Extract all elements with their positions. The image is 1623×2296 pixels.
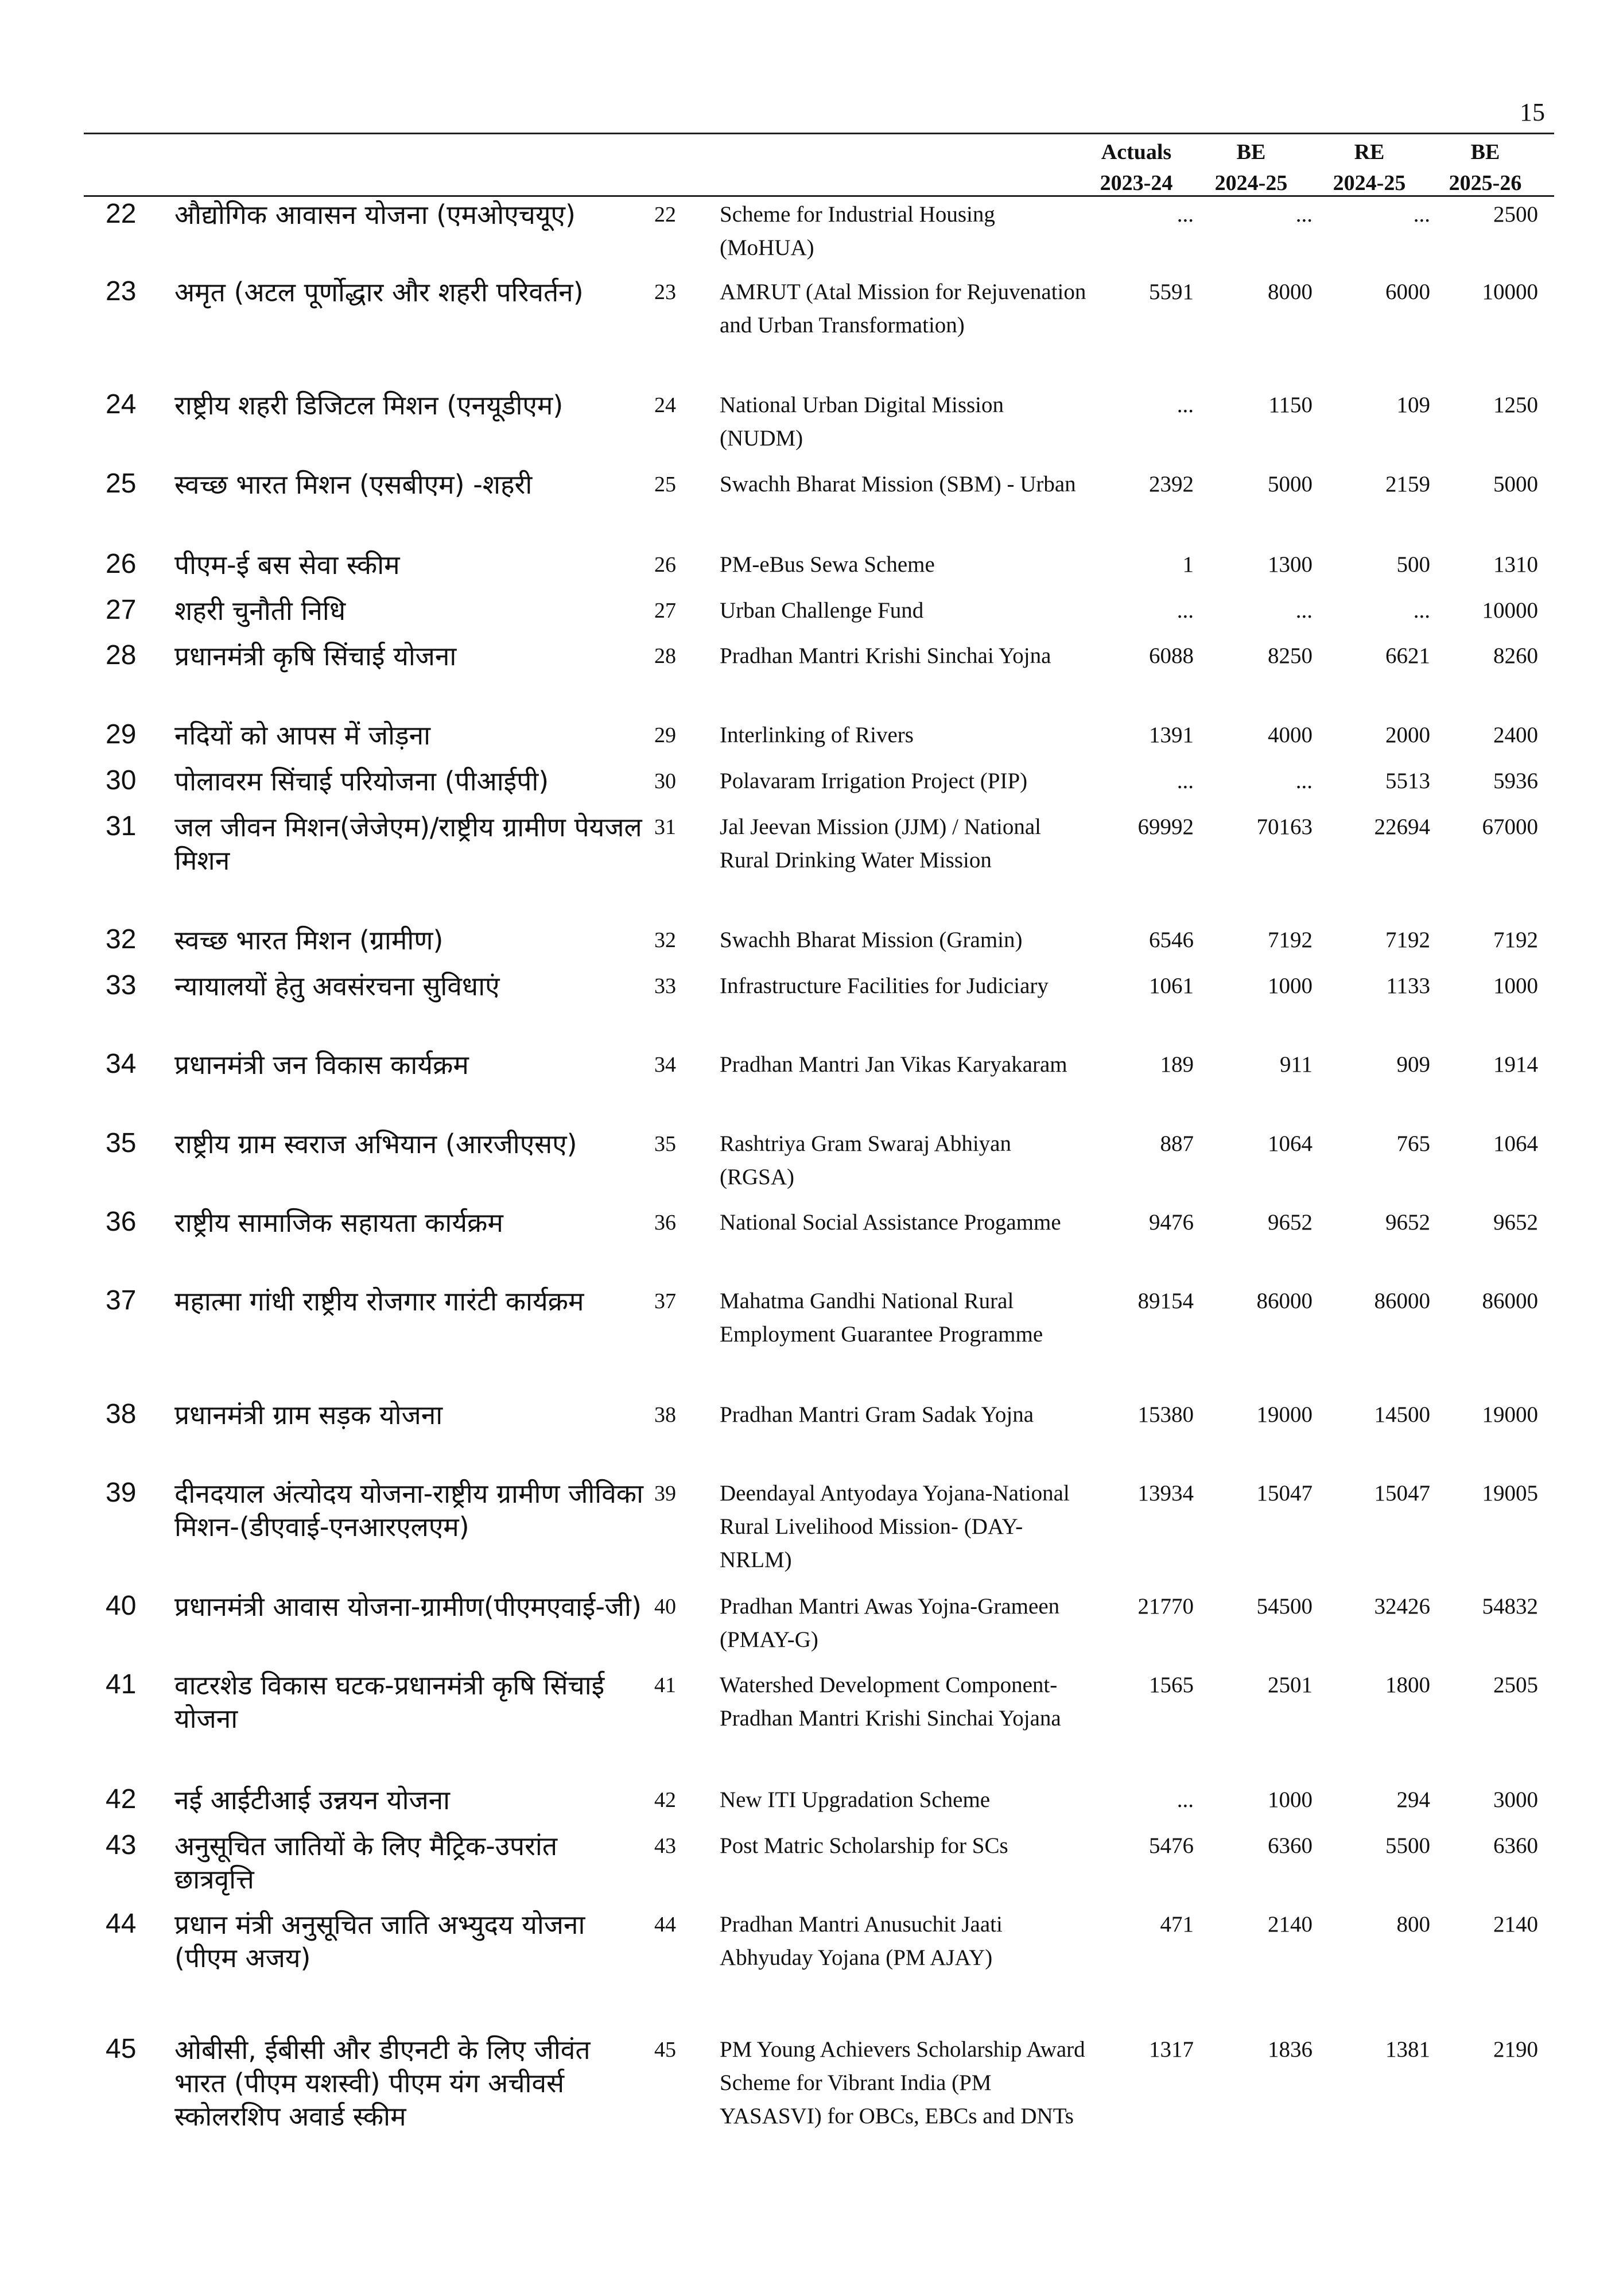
be-2024-25-value: 4000 <box>1268 723 1313 747</box>
row-serial-number-english: 34 <box>654 1053 676 1077</box>
be-2025-26-value: 9652 <box>1493 1210 1538 1235</box>
row-serial-number: 32 <box>106 924 137 955</box>
scheme-name-english: Deendayal Antyodaya Yojana-National Rural Livelihood Mission- (DAY-NRLM) <box>720 1481 1070 1572</box>
scheme-name-hindi: स्वच्छ भारत मिशन (ग्रामीण) <box>174 925 444 956</box>
row-serial-number: 22 <box>106 199 137 229</box>
be-2024-25-value: 54500 <box>1256 1594 1313 1619</box>
re-2024-25-value: 500 <box>1396 552 1430 577</box>
row-serial-number-english: 41 <box>654 1673 676 1697</box>
be-2025-26-value: 86000 <box>1482 1289 1538 1313</box>
be-2024-25-value: 8250 <box>1268 643 1313 668</box>
be-2024-25-value: 5000 <box>1268 472 1313 497</box>
header-top-rule <box>84 133 1554 134</box>
scheme-name-english: Scheme for Industrial Housing (MoHUA) <box>720 202 995 260</box>
column-header-line: 2024-25 <box>1214 171 1288 195</box>
table-header <box>84 137 1554 194</box>
row-serial-number-english: 27 <box>654 599 676 623</box>
actuals-2023-24-value: 13934 <box>1137 1481 1194 1506</box>
be-2025-26-value: 1250 <box>1493 393 1538 417</box>
column-header-be-2025-26 <box>1428 137 1543 199</box>
re-2024-25-value: 765 <box>1396 1131 1430 1156</box>
actuals-2023-24-value: 21770 <box>1137 1594 1194 1619</box>
row-serial-number: 39 <box>106 1477 137 1508</box>
re-2024-25-value: ... <box>1413 598 1430 623</box>
scheme-name-english: Jal Jeevan Mission (JJM) / National Rural Drinking Water Mission <box>720 815 1042 872</box>
column-header-line: BE <box>1470 140 1500 164</box>
scheme-name-english: Polavaram Irrigation Project (PIP) <box>720 769 1028 793</box>
row-serial-number-english: 24 <box>654 393 676 417</box>
be-2025-26-value: 5000 <box>1493 472 1538 497</box>
row-serial-number: 36 <box>106 1207 137 1237</box>
re-2024-25-value: 9652 <box>1385 1210 1430 1235</box>
row-serial-number: 27 <box>106 595 137 625</box>
be-2024-25-value: ... <box>1295 769 1313 793</box>
scheme-name-hindi: न्यायालयों हेतु अवसंरचना सुविधाएं <box>174 971 500 1002</box>
row-serial-number: 38 <box>106 1399 137 1429</box>
scheme-name-hindi: शहरी चुनौती निधि <box>174 595 346 626</box>
be-2024-25-value: 1836 <box>1268 2037 1313 2062</box>
be-2024-25-value: 1064 <box>1268 1131 1313 1156</box>
re-2024-25-value: 5513 <box>1385 769 1430 793</box>
row-serial-number-english: 45 <box>654 2038 676 2062</box>
actuals-2023-24-value: 2392 <box>1149 472 1194 497</box>
be-2024-25-value: 15047 <box>1256 1481 1313 1506</box>
re-2024-25-value: 1133 <box>1386 974 1430 998</box>
actuals-2023-24-value: 5591 <box>1149 280 1194 304</box>
be-2025-26-value: 19000 <box>1482 1402 1538 1427</box>
scheme-name-english: National Social Assistance Progamme <box>720 1210 1061 1235</box>
scheme-name-english: Post Matric Scholarship for SCs <box>720 1833 1008 1858</box>
re-2024-25-value: 32426 <box>1374 1594 1430 1619</box>
row-serial-number-english: 31 <box>654 815 676 839</box>
row-serial-number: 29 <box>106 719 137 750</box>
be-2025-26-value: 1064 <box>1493 1131 1538 1156</box>
be-2024-25-value: 86000 <box>1256 1289 1313 1313</box>
scheme-name-english: Watershed Development Component-Pradhan Mantri Krishi Sinchai Yojana <box>720 1673 1061 1731</box>
row-serial-number: 31 <box>106 811 137 841</box>
actuals-2023-24-value: 6088 <box>1149 643 1194 668</box>
row-serial-number-english: 38 <box>654 1403 676 1427</box>
be-2024-25-value: 1000 <box>1268 1787 1313 1812</box>
be-2024-25-value: 9652 <box>1268 1210 1313 1235</box>
re-2024-25-value: 15047 <box>1374 1481 1430 1506</box>
row-serial-number: 42 <box>106 1784 137 1814</box>
re-2024-25-value: 6621 <box>1385 643 1430 668</box>
row-serial-number-english: 25 <box>654 472 676 497</box>
row-serial-number-english: 37 <box>654 1289 676 1313</box>
scheme-name-hindi: राष्ट्रीय शहरी डिजिटल मिशन (एनयूडीएम) <box>174 390 564 421</box>
scheme-name-hindi: वाटरशेड विकास घटक-प्रधानमंत्री कृषि सिंचाई योजना <box>174 1670 605 1734</box>
row-serial-number-english: 36 <box>654 1211 676 1235</box>
be-2024-25-value: 70163 <box>1256 815 1313 839</box>
column-header-be-2024-25 <box>1194 137 1309 199</box>
actuals-2023-24-value: 1061 <box>1149 974 1194 998</box>
scheme-name-english: Swachh Bharat Mission (Gramin) <box>720 928 1023 952</box>
row-serial-number: 34 <box>106 1049 137 1079</box>
row-serial-number: 33 <box>106 970 137 1000</box>
actuals-2023-24-value: 189 <box>1160 1052 1194 1077</box>
row-serial-number-english: 42 <box>654 1788 676 1812</box>
scheme-name-hindi: प्रधानमंत्री आवास योजना-ग्रामीण(पीएमएवाई-जी) <box>174 1591 642 1622</box>
be-2025-26-value: 67000 <box>1482 815 1538 839</box>
scheme-name-english: Urban Challenge Fund <box>720 598 924 623</box>
scheme-name-hindi: राष्ट्रीय सामाजिक सहायता कार्यक्रम <box>174 1207 503 1238</box>
actuals-2023-24-value: ... <box>1177 1787 1194 1812</box>
scheme-name-hindi: ओबीसी, ईबीसी और डीएनटी के लिए जीवंत भारत (पीएम यशस्वी) पीएम यंग अचीवर्स स्कोलरशिप अवार्ड स्कीम <box>174 2034 591 2132</box>
row-serial-number: 35 <box>106 1128 137 1158</box>
be-2024-25-value: 8000 <box>1268 280 1313 304</box>
scheme-name-hindi: राष्ट्रीय ग्राम स्वराज अभियान (आरजीएसए) <box>174 1128 577 1159</box>
row-serial-number: 24 <box>106 389 137 420</box>
scheme-name-hindi: नदियों को आपस में जोड़ना <box>174 720 431 751</box>
actuals-2023-24-value: 9476 <box>1149 1210 1194 1235</box>
re-2024-25-value: 909 <box>1396 1052 1430 1077</box>
be-2025-26-value: 3000 <box>1493 1787 1538 1812</box>
row-serial-number-english: 22 <box>654 203 676 227</box>
re-2024-25-value: 1381 <box>1385 2037 1430 2062</box>
be-2025-26-value: 2500 <box>1493 202 1538 227</box>
column-header-line: 2025-26 <box>1449 171 1522 195</box>
row-serial-number-english: 43 <box>654 1834 676 1858</box>
re-2024-25-value: ... <box>1413 202 1430 227</box>
row-serial-number: 23 <box>106 276 137 307</box>
be-2025-26-value: 2400 <box>1493 723 1538 747</box>
scheme-name-hindi: औद्योगिक आवासन योजना (एमओएचयूए) <box>174 199 576 230</box>
re-2024-25-value: 5500 <box>1385 1833 1430 1858</box>
scheme-name-english: AMRUT (Atal Mission for Rejuvenation and Urban Transformation) <box>720 280 1086 338</box>
scheme-name-english: Rashtriya Gram Swaraj Abhiyan (RGSA) <box>720 1131 1011 1189</box>
scheme-name-english: New ITI Upgradation Scheme <box>720 1787 991 1812</box>
actuals-2023-24-value: ... <box>1177 769 1194 793</box>
actuals-2023-24-value: 1317 <box>1149 2037 1194 2062</box>
scheme-name-english: Pradhan Mantri Anusuchit Jaati Abhyuday Yojana (PM AJAY) <box>720 1912 1003 1970</box>
be-2025-26-value: 2190 <box>1493 2037 1538 2062</box>
row-serial-number-english: 40 <box>654 1595 676 1619</box>
be-2024-25-value: 911 <box>1279 1052 1313 1077</box>
scheme-name-english: Swachh Bharat Mission (SBM) - Urban <box>720 472 1076 497</box>
actuals-2023-24-value: ... <box>1177 598 1194 623</box>
be-2025-26-value: 2505 <box>1493 1673 1538 1697</box>
scheme-name-english: Interlinking of Rivers <box>720 723 914 747</box>
scheme-name-hindi: नई आईटीआई उन्नयन योजना <box>174 1785 451 1816</box>
re-2024-25-value: 800 <box>1396 1912 1430 1937</box>
column-header-line: Actuals <box>1101 140 1172 164</box>
be-2025-26-value: 5936 <box>1493 769 1538 793</box>
be-2024-25-value: 6360 <box>1268 1833 1313 1858</box>
column-header-line: BE <box>1236 140 1266 164</box>
actuals-2023-24-value: 5476 <box>1149 1833 1194 1858</box>
actuals-2023-24-value: ... <box>1177 393 1194 417</box>
scheme-name-hindi: जल जीवन मिशन(जेजेएम)/राष्ट्रीय ग्रामीण पेयजल मिशन <box>174 812 642 876</box>
row-serial-number: 28 <box>106 640 137 670</box>
column-header-line: RE <box>1354 140 1385 164</box>
scheme-name-english: National Urban Digital Mission (NUDM) <box>720 393 1004 451</box>
column-header-line: 2024-25 <box>1333 171 1406 195</box>
row-serial-number: 43 <box>106 1830 137 1860</box>
row-serial-number: 45 <box>106 2034 137 2064</box>
scheme-name-hindi: स्वच्छ भारत मिशन (एसबीएम) -शहरी <box>174 469 533 500</box>
scheme-name-english: PM Young Achievers Scholarship Award Scheme for Vibrant India (PM YASASVI) for OBCs, EBCs and DNTs <box>720 2037 1085 2128</box>
be-2025-26-value: 6360 <box>1493 1833 1538 1858</box>
actuals-2023-24-value: 887 <box>1160 1131 1194 1156</box>
actuals-2023-24-value: 89154 <box>1137 1289 1194 1313</box>
scheme-name-hindi: पीएम-ई बस सेवा स्कीम <box>174 549 400 580</box>
row-serial-number: 30 <box>106 765 137 796</box>
actuals-2023-24-value: 1565 <box>1149 1673 1194 1697</box>
scheme-name-english: Pradhan Mantri Awas Yojna-Grameen (PMAY-G) <box>720 1594 1060 1652</box>
scheme-name-english: Pradhan Mantri Krishi Sinchai Yojna <box>720 643 1051 668</box>
re-2024-25-value: 294 <box>1396 1787 1430 1812</box>
actuals-2023-24-value: 1 <box>1182 552 1194 577</box>
re-2024-25-value: 109 <box>1396 393 1430 417</box>
re-2024-25-value: 2000 <box>1385 723 1430 747</box>
row-serial-number: 37 <box>106 1285 137 1316</box>
re-2024-25-value: 22694 <box>1374 815 1430 839</box>
page-number: 15 <box>1520 98 1545 126</box>
scheme-name-hindi: अमृत (अटल पूर्णोद्धार और शहरी परिवर्तन) <box>174 277 584 308</box>
column-header-line: 2023-24 <box>1100 171 1173 195</box>
re-2024-25-value: 7192 <box>1385 928 1430 952</box>
be-2025-26-value: 8260 <box>1493 643 1538 668</box>
be-2024-25-value: 2501 <box>1268 1673 1313 1697</box>
row-serial-number-english: 23 <box>654 280 676 304</box>
row-serial-number: 25 <box>106 468 137 499</box>
be-2024-25-value: 1000 <box>1268 974 1313 998</box>
row-serial-number-english: 29 <box>654 723 676 747</box>
row-serial-number-english: 33 <box>654 974 676 998</box>
column-header-actuals <box>1079 137 1194 199</box>
scheme-name-english: PM-eBus Sewa Scheme <box>720 552 935 577</box>
header-bottom-rule <box>84 195 1554 197</box>
re-2024-25-value: 1800 <box>1385 1673 1430 1697</box>
be-2025-26-value: 1914 <box>1493 1052 1538 1077</box>
be-2024-25-value: 1150 <box>1268 393 1313 417</box>
be-2025-26-value: 10000 <box>1482 598 1538 623</box>
re-2024-25-value: 14500 <box>1374 1402 1430 1427</box>
re-2024-25-value: 2159 <box>1385 472 1430 497</box>
row-serial-number: 26 <box>106 549 137 579</box>
scheme-name-english: Mahatma Gandhi National Rural Employment Guarantee Programme <box>720 1289 1043 1347</box>
be-2025-26-value: 10000 <box>1482 280 1538 304</box>
scheme-name-hindi: दीनदयाल अंत्योदय योजना-राष्ट्रीय ग्रामीण जीविका मिशन-(डीएवाई-एनआरएलएम) <box>174 1478 644 1542</box>
scheme-name-english: Infrastructure Facilities for Judiciary <box>720 974 1049 998</box>
actuals-2023-24-value: 1391 <box>1149 723 1194 747</box>
scheme-name-hindi: प्रधानमंत्री कृषि सिंचाई योजना <box>174 641 457 672</box>
column-header-re-2024-25 <box>1312 137 1427 199</box>
actuals-2023-24-value: 15380 <box>1137 1402 1194 1427</box>
row-serial-number-english: 32 <box>654 928 676 952</box>
scheme-name-english: Pradhan Mantri Gram Sadak Yojna <box>720 1402 1034 1427</box>
be-2024-25-value: ... <box>1295 598 1313 623</box>
row-serial-number: 44 <box>106 1909 137 1939</box>
be-2024-25-value: 19000 <box>1256 1402 1313 1427</box>
re-2024-25-value: 86000 <box>1374 1289 1430 1313</box>
row-serial-number-english: 30 <box>654 769 676 793</box>
scheme-name-hindi: महात्मा गांधी राष्ट्रीय रोजगार गारंटी कार्यक्रम <box>174 1286 584 1317</box>
row-serial-number: 41 <box>106 1669 137 1700</box>
be-2025-26-value: 54832 <box>1482 1594 1538 1619</box>
scheme-name-hindi: प्रधानमंत्री ग्राम सड़क योजना <box>174 1399 443 1430</box>
be-2025-26-value: 2140 <box>1493 1912 1538 1937</box>
actuals-2023-24-value: 69992 <box>1137 815 1194 839</box>
row-serial-number-english: 44 <box>654 1913 676 1937</box>
actuals-2023-24-value: 6546 <box>1149 928 1194 952</box>
scheme-name-hindi: प्रधान मंत्री अनुसूचित जाति अभ्युदय योजना (पीएम अजय) <box>174 1909 585 1973</box>
be-2024-25-value: 7192 <box>1268 928 1313 952</box>
scheme-name-hindi: पोलावरम सिंचाई परियोजना (पीआईपी) <box>174 766 549 797</box>
scheme-name-hindi: अनुसूचित जातियों के लिए मैट्रिक-उपरांत छात्रवृत्ति <box>174 1830 558 1895</box>
be-2025-26-value: 7192 <box>1493 928 1538 952</box>
be-2024-25-value: 1300 <box>1268 552 1313 577</box>
row-serial-number: 40 <box>106 1591 137 1621</box>
row-serial-number-english: 28 <box>654 644 676 668</box>
be-2025-26-value: 19005 <box>1482 1481 1538 1506</box>
actuals-2023-24-value: ... <box>1177 202 1194 227</box>
be-2025-26-value: 1310 <box>1493 552 1538 577</box>
re-2024-25-value: 6000 <box>1385 280 1430 304</box>
row-serial-number-english: 35 <box>654 1132 676 1156</box>
row-serial-number-english: 39 <box>654 1481 676 1506</box>
scheme-name-english: Pradhan Mantri Jan Vikas Karyakaram <box>720 1052 1067 1077</box>
be-2024-25-value: 2140 <box>1268 1912 1313 1937</box>
row-serial-number-english: 26 <box>654 553 676 577</box>
scheme-name-hindi: प्रधानमंत्री जन विकास कार्यक्रम <box>174 1049 469 1080</box>
be-2025-26-value: 1000 <box>1493 974 1538 998</box>
actuals-2023-24-value: 471 <box>1160 1912 1194 1937</box>
be-2024-25-value: ... <box>1295 202 1313 227</box>
